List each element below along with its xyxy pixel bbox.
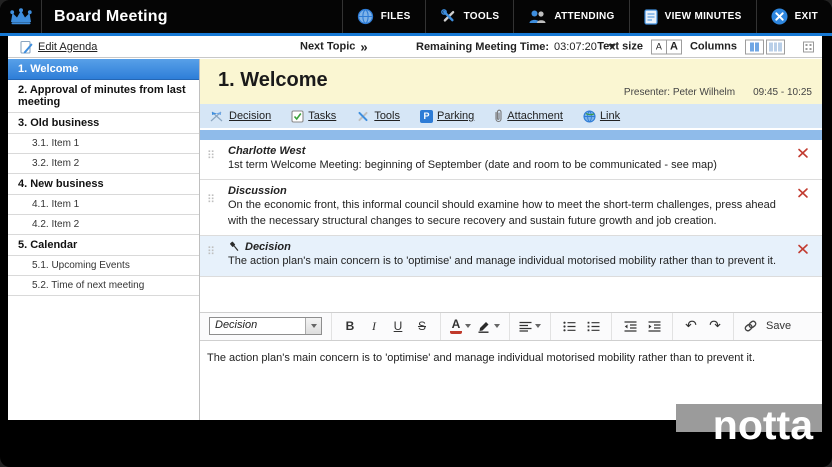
attending-button[interactable]	[513, 0, 628, 33]
attending-label: ATTENDING	[554, 11, 615, 22]
remaining-time-control[interactable]	[416, 41, 616, 53]
tools-button[interactable]	[425, 0, 514, 33]
indent-button[interactable]	[645, 316, 663, 336]
font-color-button[interactable]	[450, 316, 471, 336]
files-label: FILES	[380, 11, 411, 22]
align-dropdown-icon	[535, 324, 541, 328]
row-title: Decision	[245, 241, 291, 254]
exit-icon	[771, 8, 788, 25]
indent-icon	[648, 321, 661, 332]
edit-agenda-icon	[20, 40, 33, 54]
row-text: On the economic front, this informal council should examine how to meet the short-term challenges, press ahead with the necessary structural changes to secure recovery and sustain future growth and job creation.	[228, 199, 776, 227]
spacer	[200, 277, 822, 312]
sidebar-item-old-business[interactable]: 3. Old business	[8, 113, 199, 134]
highlight-button[interactable]	[477, 316, 500, 336]
highlighter-icon	[477, 319, 491, 333]
style-select-dropdown-icon[interactable]	[305, 318, 321, 334]
style-select[interactable]	[209, 317, 322, 335]
titlebar-buttons	[342, 0, 832, 33]
numbered-list-icon	[587, 321, 600, 332]
agenda-sidebar	[8, 59, 200, 420]
numbered-list-button[interactable]	[584, 316, 602, 336]
insert-link-button[interactable]	[583, 110, 620, 123]
sidebar-item-new-business[interactable]: 4. New business	[8, 174, 199, 195]
view-minutes-label: VIEW MINUTES	[664, 11, 742, 22]
bullet-list-button[interactable]	[560, 316, 578, 336]
bullet-list-icon	[563, 321, 576, 332]
row-title: Charlotte West	[228, 145, 306, 157]
outdent-button[interactable]	[621, 316, 639, 336]
drag-handle-icon[interactable]: ⠿	[207, 193, 216, 207]
row-text: The action plan's main concern is to 'optimise' and manage individual motorised mobility rather than to prevent it.	[228, 255, 777, 268]
edit-agenda-label: Edit Agenda	[38, 40, 98, 53]
insert-tasks-button[interactable]	[291, 110, 336, 123]
sidebar-item-5-2[interactable]: 5.2. Time of next meeting	[8, 276, 199, 296]
watermark-text: notta	[712, 402, 813, 448]
row-title: Discussion	[228, 185, 287, 198]
redo-button[interactable]: ↷	[709, 318, 721, 335]
insert-tasks-label: Tasks	[308, 110, 337, 122]
agenda-toolbar	[8, 36, 822, 58]
strikethrough-button[interactable]: S	[417, 319, 426, 334]
topic-header	[200, 59, 822, 104]
files-button[interactable]	[342, 0, 425, 33]
drag-handle-icon[interactable]: ⠿	[207, 149, 216, 162]
bold-button[interactable]: B	[345, 319, 355, 334]
row-text: 1st term Welcome Meeting: beginning of September (date and room to be communicated - see map)	[228, 159, 717, 171]
insert-decision-label: Decision	[229, 110, 272, 122]
minute-row-charlotte-west[interactable]	[200, 140, 822, 180]
next-topic-chevrons-icon: »	[360, 39, 368, 54]
minute-row-discussion[interactable]	[200, 180, 822, 236]
insert-tools-button[interactable]	[356, 110, 400, 123]
text-size-label: Text size	[597, 40, 643, 53]
align-button[interactable]	[519, 316, 541, 336]
outdent-icon	[624, 321, 637, 332]
sidebar-item-welcome[interactable]: 1. Welcome	[8, 59, 199, 80]
window-title: Board Meeting	[54, 7, 168, 25]
insert-decision-button[interactable]	[208, 110, 271, 122]
title-bar	[0, 0, 832, 33]
columns-label: Columns	[689, 40, 737, 53]
save-button[interactable]: Save	[766, 320, 792, 333]
globe-icon	[583, 110, 596, 123]
insert-attachment-label: Attachment	[507, 110, 563, 122]
tools-icon	[440, 8, 457, 25]
presenter-info	[624, 87, 812, 98]
minute-row-decision[interactable]	[200, 236, 822, 276]
exit-button[interactable]	[756, 0, 832, 33]
style-select-value: Decision	[215, 319, 258, 332]
insert-attachment-button[interactable]	[494, 109, 563, 123]
two-columns-icon[interactable]	[745, 39, 764, 54]
view-minutes-button[interactable]	[629, 0, 756, 33]
paperclip-icon	[494, 109, 503, 123]
topic-panel	[200, 59, 822, 420]
italic-button[interactable]: I	[372, 318, 376, 333]
insert-link-label: Link	[599, 110, 621, 122]
editor-content[interactable]: The action plan's main concern is to 'optimise' and manage individual motorised mobility rather than to prevent it.	[207, 351, 756, 364]
remaining-time-label: Remaining Meeting Time:	[416, 40, 550, 53]
attending-icon	[528, 9, 547, 25]
insert-parking-button[interactable]	[420, 110, 474, 123]
font-color-dropdown-icon	[465, 324, 471, 328]
crown-logo-icon	[9, 8, 33, 25]
sidebar-item-4-1[interactable]: 4.1. Item 1	[8, 195, 199, 215]
delete-row-icon[interactable]	[797, 147, 809, 159]
exit-label: EXIT	[794, 11, 818, 22]
delete-row-icon[interactable]	[797, 187, 809, 199]
app-logo	[0, 0, 42, 33]
delete-row-icon[interactable]	[797, 243, 809, 255]
editor-toolbar	[200, 312, 822, 341]
sidebar-item-calendar[interactable]: 5. Calendar	[8, 235, 199, 256]
sidebar-item-5-1[interactable]: 5.1. Upcoming Events	[8, 256, 199, 276]
highlight-dropdown-icon	[494, 324, 500, 328]
sidebar-item-4-2[interactable]: 4.2. Item 2	[8, 215, 199, 235]
grid-view-icon[interactable]	[803, 41, 814, 52]
topic-title: 1. Welcome	[218, 69, 328, 91]
sidebar-item-3-2[interactable]: 3.2. Item 2	[8, 154, 199, 174]
link-icon[interactable]	[743, 319, 758, 333]
presenter-name: Presenter: Peter Wilhelm	[623, 87, 736, 98]
checklist-icon	[291, 110, 304, 123]
edit-agenda-link[interactable]	[20, 40, 97, 54]
sidebar-item-3-1[interactable]: 3.1. Item 1	[8, 134, 199, 154]
crossed-tools-icon	[356, 110, 370, 123]
topic-time-range: 09:45 - 10:25	[753, 87, 812, 98]
insert-position-strip[interactable]	[200, 130, 822, 140]
tools-label: TOOLS	[463, 11, 500, 22]
drag-handle-icon[interactable]: ⠿	[207, 245, 216, 259]
three-columns-icon[interactable]	[766, 39, 785, 54]
remaining-time-value: 03:07:20	[554, 40, 597, 53]
view-minutes-icon	[644, 9, 658, 25]
files-icon	[357, 8, 374, 25]
underline-button[interactable]: U	[393, 319, 403, 334]
parking-icon: P	[420, 110, 433, 123]
crossed-flags-icon	[208, 110, 225, 122]
insert-toolbar	[200, 104, 822, 128]
gavel-icon	[228, 241, 241, 253]
text-size-small-button[interactable]: A	[651, 39, 667, 54]
sidebar-item-approval[interactable]: 2. Approval of minutes from last meeting	[8, 80, 199, 113]
font-color-icon: A	[450, 318, 462, 334]
undo-button[interactable]: ↶	[685, 318, 697, 335]
insert-parking-label: Parking	[437, 110, 475, 122]
view-controls	[597, 39, 814, 54]
align-icon	[519, 321, 532, 332]
next-topic-label: Next Topic	[300, 40, 356, 53]
next-topic-button[interactable]	[300, 39, 368, 54]
insert-tools-label: Tools	[374, 110, 400, 122]
text-size-large-button[interactable]: A	[666, 39, 682, 54]
